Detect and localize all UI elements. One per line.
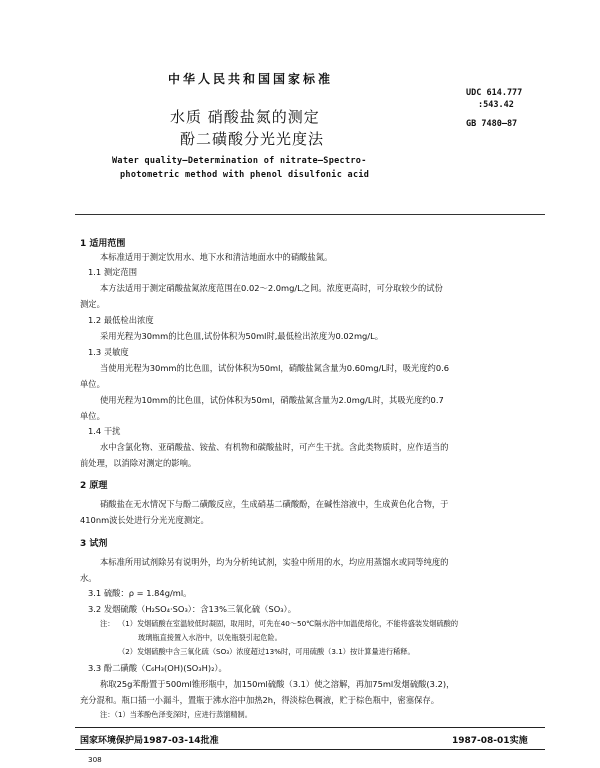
english-title-line1: Water quality—Determination of nitrate—Spectro- [112,156,367,166]
section-3-heading: 3 试剂 [80,539,108,549]
section-1-3-line3: 使用光程为10mm的比色皿，试份体积为50ml，硝酸盐氮含量为2.0mg/L时，其吸光度约0.7 [100,395,444,405]
reagent-3-1: 3.1 硫酸：ρ = 1.84g/ml。 [88,588,192,598]
note-1-line1: （1）发烟硫酸在室温较低时凝固，取用时，可先在40～50℃隔水浴中加温使熔化，不能将盛装发烟硫酸的 [118,619,459,628]
approval-info: 国家环境保护局1987-03-14批准 [80,736,219,746]
section-2-line2: 410nm波长处进行分光光度测定。 [80,515,209,525]
footer-divider-top [75,727,545,728]
section-1-3-line4: 单位。 [80,411,105,421]
reagent-3-3: 3.3 酚二磺酸（C₆H₃(OH)(SO₃H)₂）。 [88,663,227,673]
reagent-3-3-line1: 称取25g苯酚置于500ml锥形瓶中，加150ml硫酸（3.1）使之溶解，再加75ml发烟硫酸(3.2)， [100,679,455,689]
title-line2: 酚二磺酸分光光度法 [180,130,325,148]
section-1-2-heading: 1.2 最低检出浓度 [88,315,154,325]
note-label: 注： [100,619,115,628]
note-3: 注：（1）当苯酚色泽变深时，应进行蒸馏精制。 [100,710,252,719]
section-2-heading: 2 原理 [80,481,108,491]
reagent-3-3-line2: 充分混和。瓶口插一小漏斗，置瓶于沸水浴中加热2h，得淡棕色稠液，贮于棕色瓶中，密塞保存。 [80,695,440,705]
section-1-intro: 本标准适用于测定饮用水、地下水和清洁地面水中的硝酸盐氮。 [100,252,333,262]
section-1-1-line1: 本方法适用于测定硝酸盐氮浓度范围在0.02～2.0mg/L之间。浓度更高时，可分取较少的试份 [100,283,443,293]
section-1-3-heading: 1.3 灵敏度 [88,347,129,357]
section-1-heading: 1 适用范围 [80,239,126,249]
udc-code-line2: :543.42 [478,100,514,110]
section-1-2-line1: 采用光程为30mm的比色皿,试份体积为50ml时,最低检出浓度为0.02mg/L。 [100,331,384,341]
section-3-intro-line1: 本标准所用试剂除另有说明外，均为分析纯试剂，实验中所用的水，均应用蒸馏水或同等纯度的 [100,557,449,567]
section-1-1-heading: 1.1 测定范围 [88,267,138,277]
section-1-4-line1: 水中含氯化物、亚硝酸盐、铵盐、有机物和碳酸盐时，可产生干扰。含此类物质时，应作适当的 [100,442,449,452]
gb-code: GB 7480—87 [466,119,518,129]
title-line1: 水质 硝酸盐氮的测定 [170,108,320,126]
section-3-intro-line2: 水。 [80,573,97,583]
implementation-date: 1987-08-01实施 [452,736,528,746]
note-1-line2: 玻璃瓶直接置入水浴中，以免瓶裂引起危险。 [138,633,282,642]
section-1-1-line2: 测定。 [80,299,105,309]
section-1-3-line1: 当使用光程为30mm的比色皿，试份体积为50ml，硝酸盐氮含量为0.60mg/L时，吸光度约0.6 [100,363,450,373]
section-1-4-heading: 1.4 干扰 [88,426,121,436]
section-2-line1: 硝酸盐在无水情况下与酚二磺酸反应，生成硝基二磺酸酚，在碱性溶液中，生成黄色化合物，于 [100,499,449,509]
header-divider [75,214,545,215]
note-2: （2）发烟硫酸中含三氧化硫（SO₃）浓度超过13%时，可用硫酸（3.1）按计算量进行稀释。 [118,647,415,656]
section-1-3-line2: 单位。 [80,379,105,389]
footer-divider-bottom [75,749,545,750]
standard-org-heading: 中华人民共和国国家标准 [168,72,334,86]
udc-code-line1: UDC 614.777 [466,88,523,98]
english-title-line2: photometric method with phenol disulfonic acid [120,170,370,180]
reagent-3-2: 3.2 发烟硫酸（H₂SO₄·SO₃）：含13%三氧化硫（SO₃）。 [88,604,296,614]
section-1-4-line2: 前处理，以消除对测定的影响。 [80,458,197,468]
page-number: 308 [88,755,102,764]
